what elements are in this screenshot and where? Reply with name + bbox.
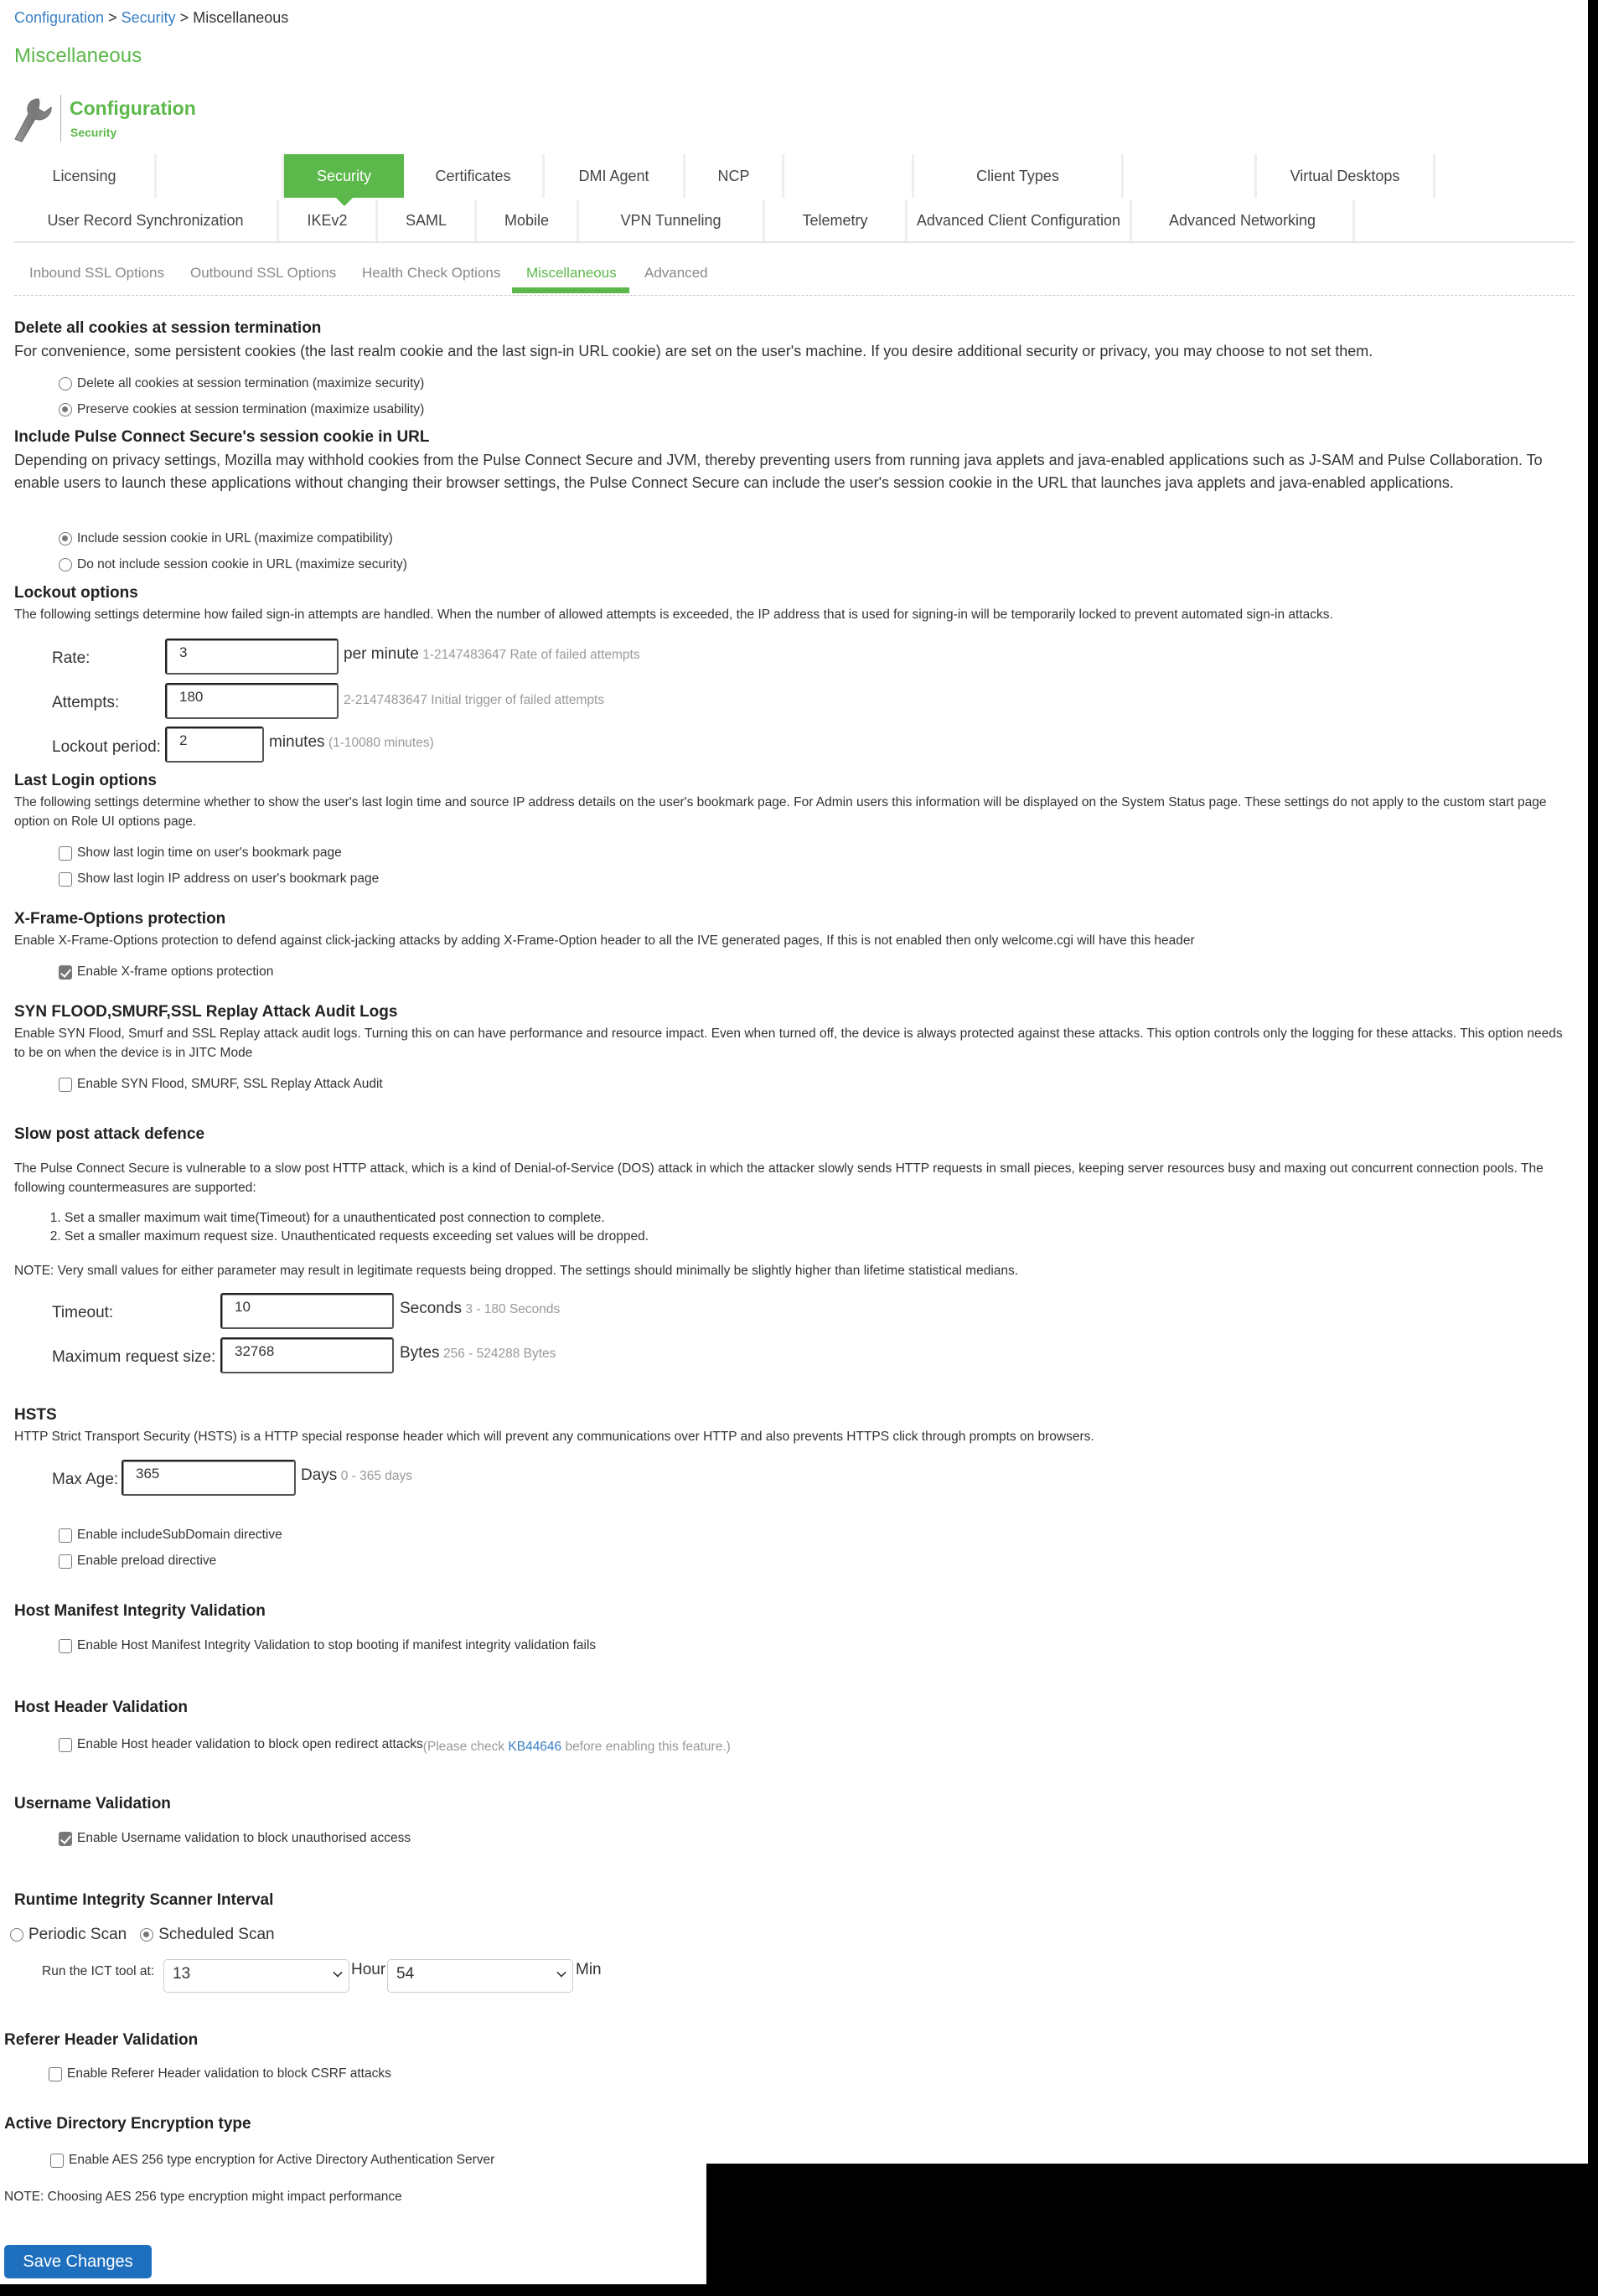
ad-encryption-option[interactable] (50, 2153, 494, 2168)
session-cookie-heading: Include Pulse Connect Secure's session cookie in URL (14, 428, 430, 446)
host-header-heading: Host Header Validation (14, 1699, 188, 1716)
host-manifest-heading: Host Manifest Integrity Validation (14, 1602, 266, 1620)
option-label: Scheduled Scan (158, 1926, 275, 1943)
rate-label: Rate: (52, 649, 91, 667)
ad-encryption-note: NOTE: Choosing AES 256 type encryption might impact performance (4, 2190, 402, 2204)
rate-unit: per minute (344, 645, 419, 663)
rate-hint: 1-2147483647 Rate of failed attempts (422, 648, 640, 662)
xframe-option[interactable] (59, 964, 273, 980)
last-login-heading: Last Login options (14, 772, 157, 789)
tab-advanced-networking[interactable]: Advanced Networking (1132, 199, 1355, 241)
last-login-ip-option[interactable] (59, 871, 379, 887)
checkbox-username[interactable] (59, 1832, 72, 1846)
tab-client-types[interactable]: Client Types (914, 154, 1124, 198)
max-request-hint: 256 - 524288 Bytes (442, 1347, 556, 1361)
hour-select[interactable] (163, 1959, 349, 1993)
option-label: Periodic Scan (28, 1926, 127, 1943)
xframe-heading: X-Frame-Options protection (14, 910, 226, 928)
tab-telemetry[interactable]: Telemetry (765, 199, 908, 241)
tab-virtual-desktops[interactable]: Virtual Desktops (1257, 154, 1435, 198)
slowpost-countermeasures (14, 1209, 1575, 1246)
ad-encryption-heading: Active Directory Encryption type (4, 2115, 251, 2133)
option-label: Do not include session cookie in URL (maximize security) (77, 557, 407, 571)
option-label: Enable X-frame options protection (77, 964, 274, 979)
header-divider (60, 95, 61, 142)
option-label: Show last login IP address on user's bookmark page (77, 871, 380, 886)
slowpost-heading: Slow post attack defence (14, 1125, 205, 1143)
subtab-active-indicator (512, 287, 629, 293)
checkbox-last-login-ip[interactable] (59, 872, 72, 887)
timeout-hint: 3 - 180 Seconds (465, 1302, 561, 1316)
lockout-period-input[interactable] (165, 727, 264, 763)
cookies-option-delete[interactable] (59, 376, 424, 391)
tab-empty (784, 154, 914, 198)
minute-label: Min (576, 1961, 602, 1978)
referer-heading: Referer Header Validation (4, 2031, 199, 2049)
subtab-outbound-ssl[interactable]: Outbound SSL Options (190, 265, 337, 281)
cookies-heading: Delete all cookies at session termination (14, 319, 322, 337)
synflood-description: Enable SYN Flood, Smurf and SSL Replay attack audit logs. Turning this on can have performance and resource impact. Even when turned off, the device is always protected against these attacks. This option controls only the logging for these attacks. This option needs to be on when the device is in JITC Mode (14, 1026, 1563, 1060)
host-manifest-option[interactable] (59, 1638, 596, 1653)
hour-value: 13 (173, 1965, 191, 1983)
option-label: Enable preload directive (77, 1554, 217, 1568)
breadcrumb-configuration[interactable]: Configuration (14, 9, 105, 26)
host-header-option[interactable] (59, 1735, 731, 1755)
run-ict-label: Run the ICT tool at: (42, 1964, 155, 1978)
referer-option[interactable] (49, 2066, 391, 2081)
hsts-subdomain-option[interactable] (59, 1528, 282, 1543)
radio-periodic-scan[interactable] (10, 1928, 23, 1942)
header-title: Configuration (70, 97, 196, 119)
breadcrumb (14, 9, 288, 27)
tab-certificates[interactable]: Certificates (404, 154, 545, 198)
runtime-scan-options (10, 1926, 275, 1944)
chevron-down-icon (556, 1968, 566, 1977)
hint-text: before enabling this feature.) (561, 1740, 731, 1754)
host-header-hint (423, 1740, 731, 1755)
cookies-description: For convenience, some persistent cookies (the last realm cookie and the last sign-in URL cookie) are set on the user's machine. If you desire additional security or privacy, you may choose to not set them. (14, 343, 1373, 359)
rate-unit-hint (344, 645, 640, 664)
kb-link[interactable]: KB44646 (508, 1740, 562, 1754)
tab-security[interactable]: Security (284, 154, 404, 198)
radio-exclude-cookie[interactable] (59, 558, 72, 571)
checkbox-last-login-time[interactable] (59, 846, 72, 861)
checkbox-preload[interactable] (59, 1554, 72, 1569)
tab-vpn-tunneling[interactable]: VPN Tunneling (579, 199, 765, 241)
subtab-health-check[interactable]: Health Check Options (362, 265, 501, 281)
synflood-option[interactable] (59, 1077, 383, 1092)
max-age-input[interactable] (122, 1460, 296, 1496)
rate-input[interactable] (165, 639, 339, 675)
breadcrumb-separator: > (108, 9, 117, 26)
tab-user-record-sync[interactable]: User Record Synchronization (14, 199, 279, 241)
breadcrumb-current: Miscellaneous (193, 9, 289, 26)
last-login-time-option[interactable] (59, 845, 342, 861)
attempts-hint: 2-2147483647 Initial trigger of failed attempts (344, 693, 605, 707)
timeout-label: Timeout: (52, 1304, 114, 1321)
subtab-divider (14, 295, 1575, 296)
max-request-unit: Bytes (400, 1344, 440, 1362)
session-cookie-option-include[interactable] (59, 531, 393, 546)
timeout-input[interactable] (220, 1293, 394, 1329)
hsts-preload-option[interactable] (59, 1554, 216, 1569)
radio-scheduled-scan[interactable] (140, 1928, 153, 1942)
session-cookie-description: Depending on privacy settings, Mozilla may withhold cookies from the Pulse Connect Secure and JVM, thereby preventing users from running java applets and java-enabled applications such as J-SAM and Pulse Collaboration. To enable users to launch these applications without changing their browser settings, the Pulse Connect Secure can include the user's session cookie in the URL that launches java applets and java-enabled applications. (14, 452, 1543, 491)
checkbox-synflood[interactable] (59, 1078, 72, 1092)
username-heading: Username Validation (14, 1795, 171, 1812)
option-label: Preserve cookies at session termination (maximize usability) (77, 402, 425, 416)
username-option[interactable] (59, 1831, 411, 1846)
max-request-input[interactable] (220, 1337, 394, 1373)
session-cookie-option-exclude[interactable] (59, 557, 407, 572)
hsts-description: HTTP Strict Transport Security (HSTS) is a HTTP special response header which will prevent any communications over HTTP and also prevents HTTPS click through prompts on browsers. (14, 1430, 1094, 1444)
timeout-unit: Seconds (400, 1300, 462, 1317)
breadcrumb-separator: > (179, 9, 189, 26)
lockout-heading: Lockout options (14, 584, 138, 602)
tab-saml[interactable]: SAML (378, 199, 477, 241)
hint-text: (Please check (422, 1740, 509, 1754)
save-changes-button[interactable]: Save Changes (4, 2245, 152, 2278)
max-age-unit: Days (301, 1466, 338, 1484)
lockout-period-hint: (1-10080 minutes) (328, 736, 434, 750)
option-label: Show last login time on user's bookmark page (77, 845, 342, 860)
runtime-heading: Runtime Integrity Scanner Interval (14, 1891, 274, 1909)
subtab-miscellaneous[interactable]: Miscellaneous (526, 265, 617, 281)
checkbox-host-header[interactable] (59, 1738, 72, 1752)
page-title: Miscellaneous (14, 44, 142, 67)
last-login-description: The following settings determine whether to show the user's last login time and source IP address details on the user's bookmark page. For Admin users this information will be displayed on the System Status page. These settings do not apply to the custom start page option on Role UI options page. (14, 795, 1547, 829)
countermeasure-item: 1. Set a smaller maximum wait time(Timeout) for a unauthenticated post connection to complete. (65, 1209, 1575, 1228)
tab-empty (1124, 154, 1257, 198)
tab-dmi-agent[interactable]: DMI Agent (545, 154, 685, 198)
lockout-description: The following settings determine how failed sign-in attempts are handled. When the number of allowed attempts is exceeded, the IP address that is used for signing-in will be temporarily locked to prevent automated sign-in attacks. (14, 608, 1333, 622)
option-label: Enable Username validation to block unauthorised access (77, 1831, 411, 1845)
minute-select[interactable] (387, 1959, 573, 1993)
option-label: Enable AES 256 type encryption for Active Directory Authentication Server (69, 2153, 495, 2167)
checkbox-host-manifest[interactable] (59, 1639, 72, 1653)
tab-mobile[interactable]: Mobile (477, 199, 579, 241)
option-label: Delete all cookies at session termination (maximize security) (77, 376, 425, 390)
option-label: Enable SYN Flood, SMURF, SSL Replay Attack Audit (77, 1077, 383, 1091)
max-age-label: Max Age: (52, 1471, 119, 1488)
max-age-hint: 0 - 365 days (340, 1469, 413, 1483)
option-label: Enable Host header validation to block open redirect attacks (77, 1737, 423, 1751)
tab-ncp[interactable]: NCP (685, 154, 784, 198)
option-label: Enable includeSubDomain directive (77, 1528, 282, 1542)
hsts-heading: HSTS (14, 1406, 57, 1424)
max-age-unit-hint (301, 1466, 412, 1485)
max-request-unit-hint (400, 1344, 556, 1363)
header-subtitle: Security (70, 126, 117, 139)
hour-label: Hour (351, 1961, 386, 1978)
attempts-label: Attempts: (52, 694, 120, 711)
breadcrumb-security[interactable]: Security (121, 9, 176, 26)
option-label: Include session cookie in URL (maximize compatibility) (77, 531, 393, 546)
attempts-input[interactable] (165, 683, 339, 719)
slowpost-description: The Pulse Connect Secure is vulnerable to a slow post HTTP attack, which is a kind of Denial-of-Service (DOS) attack in which the attacker slowly sends HTTP requests in small pieces, keeping server resources busy and maxing out concurrent connection pools. The following countermeasures are supported: (14, 1161, 1544, 1195)
timeout-unit-hint (400, 1300, 560, 1318)
radio-include-cookie[interactable] (59, 532, 72, 546)
tab-row-divider (14, 241, 1575, 243)
countermeasure-item: 2. Set a smaller maximum request size. Unauthenticated requests exceeding set values will be dropped. (65, 1228, 1575, 1246)
tab-advanced-client-config[interactable]: Advanced Client Configuration (908, 199, 1132, 241)
tab-licensing[interactable]: Licensing (14, 154, 157, 198)
slowpost-note: NOTE: Very small values for either parameter may result in legitimate requests being dropped. The settings should minimally be slightly higher than lifetime statistical medians. (14, 1264, 1019, 1278)
lockout-period-unit: minutes (269, 733, 325, 751)
cookies-option-preserve[interactable] (59, 402, 424, 417)
chevron-down-icon (333, 1968, 342, 1977)
radio-preserve-cookies[interactable] (59, 403, 72, 416)
checkbox-aes256[interactable] (50, 2154, 64, 2168)
xframe-description: Enable X-Frame-Options protection to defend against click-jacking attacks by adding X-Frame-Option header to all the IVE generated pages, If this is not enabled then only welcome.cgi will have this header (14, 933, 1195, 948)
checkbox-referer[interactable] (49, 2067, 62, 2081)
checkbox-xframe[interactable] (59, 965, 72, 980)
checkbox-include-subdomain[interactable] (59, 1528, 72, 1543)
max-request-label: Maximum request size: (52, 1348, 216, 1366)
lockout-period-label: Lockout period: (52, 738, 161, 756)
option-label: Enable Host Manifest Integrity Validation to stop booting if manifest integrity validation fails (77, 1638, 597, 1652)
subtab-inbound-ssl[interactable]: Inbound SSL Options (29, 265, 164, 281)
tab-empty (157, 154, 284, 198)
tab-ikev2[interactable]: IKEv2 (279, 199, 378, 241)
lockout-period-unit-hint (269, 733, 434, 752)
synflood-heading: SYN FLOOD,SMURF,SSL Replay Attack Audit Logs (14, 1003, 398, 1021)
subtab-advanced[interactable]: Advanced (644, 265, 708, 281)
minute-value: 54 (396, 1965, 415, 1983)
wrench-icon (13, 97, 54, 142)
option-label: Enable Referer Header validation to block CSRF attacks (67, 2066, 391, 2081)
radio-delete-cookies[interactable] (59, 377, 72, 390)
